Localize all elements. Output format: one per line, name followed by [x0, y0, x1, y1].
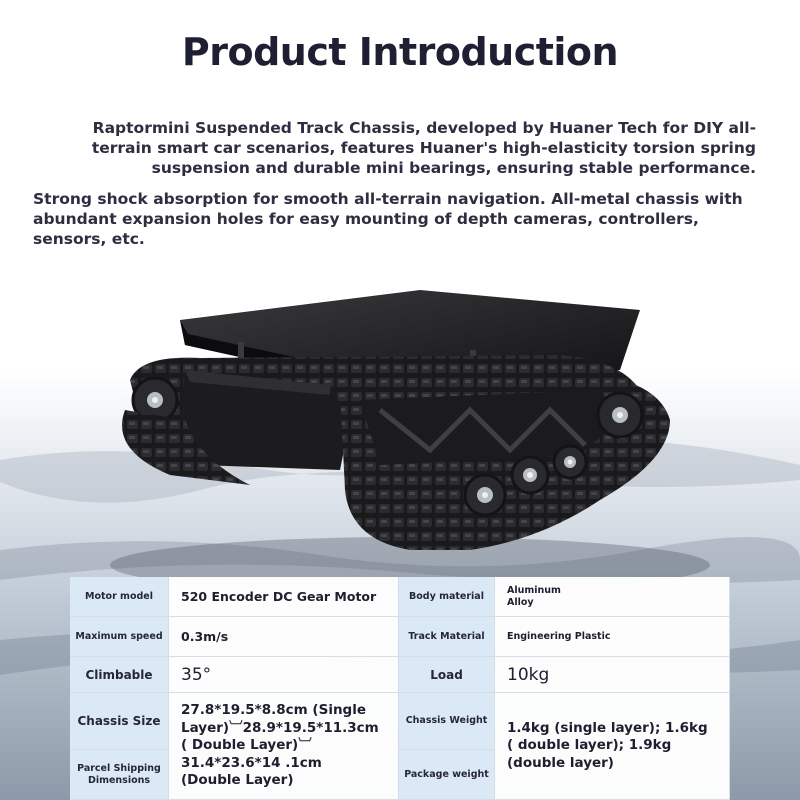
- intro-paragraph-2: Strong shock absorption for smooth all-terrain navigation. All-metal chassis with abundant expansion holes for easy mounting of depth cameras, controllers, sensors, etc.: [33, 190, 743, 248]
- weight-value: 1.4kg (single layer); 1.6kg ( double layer); 1.9kg (double layer): [495, 693, 730, 800]
- max-speed-label: Maximum speed: [70, 617, 169, 657]
- chassis-weight-label: Chassis Weight: [399, 693, 495, 750]
- intro-paragraph-1: Raptormini Suspended Track Chassis, developed by Huaner Tech for DIY all-terrain smart car scenarios, features Huaner's high-elasticity torsion spring suspension and durable mini bearings, ensuring stable performance.: [91, 119, 756, 177]
- track-material-label: Track Material: [399, 617, 495, 657]
- track-chassis: [110, 290, 710, 593]
- chassis-size-label: Chassis Size: [70, 693, 169, 750]
- parcel-dimensions-label: Parcel Shipping Dimensions: [70, 750, 169, 800]
- track-material-value: Engineering Plastic: [495, 617, 730, 657]
- load-value: 10kg: [495, 657, 730, 693]
- motor-model-label: Motor model: [70, 577, 169, 617]
- climbable-value: 35°: [169, 657, 399, 693]
- max-speed-value: 0.3m/s: [169, 617, 399, 657]
- load-label: Load: [399, 657, 495, 693]
- body-material-label: Body material: [399, 577, 495, 617]
- package-weight-label: Package weight: [399, 750, 495, 800]
- spec-table: [70, 577, 730, 800]
- page-title: Product Introduction: [181, 30, 619, 74]
- body-material-value: Aluminum Alloy: [495, 577, 730, 617]
- size-value: 27.8*19.5*8.8cm (Single Layer)︺28.9*19.5*11.3cm ( Double Layer)︺31.4*23.6*14 .1cm (Double Layer): [169, 693, 399, 800]
- climbable-label: Climbable: [70, 657, 169, 693]
- motor-model-value: 520 Encoder DC Gear Motor: [169, 577, 399, 617]
